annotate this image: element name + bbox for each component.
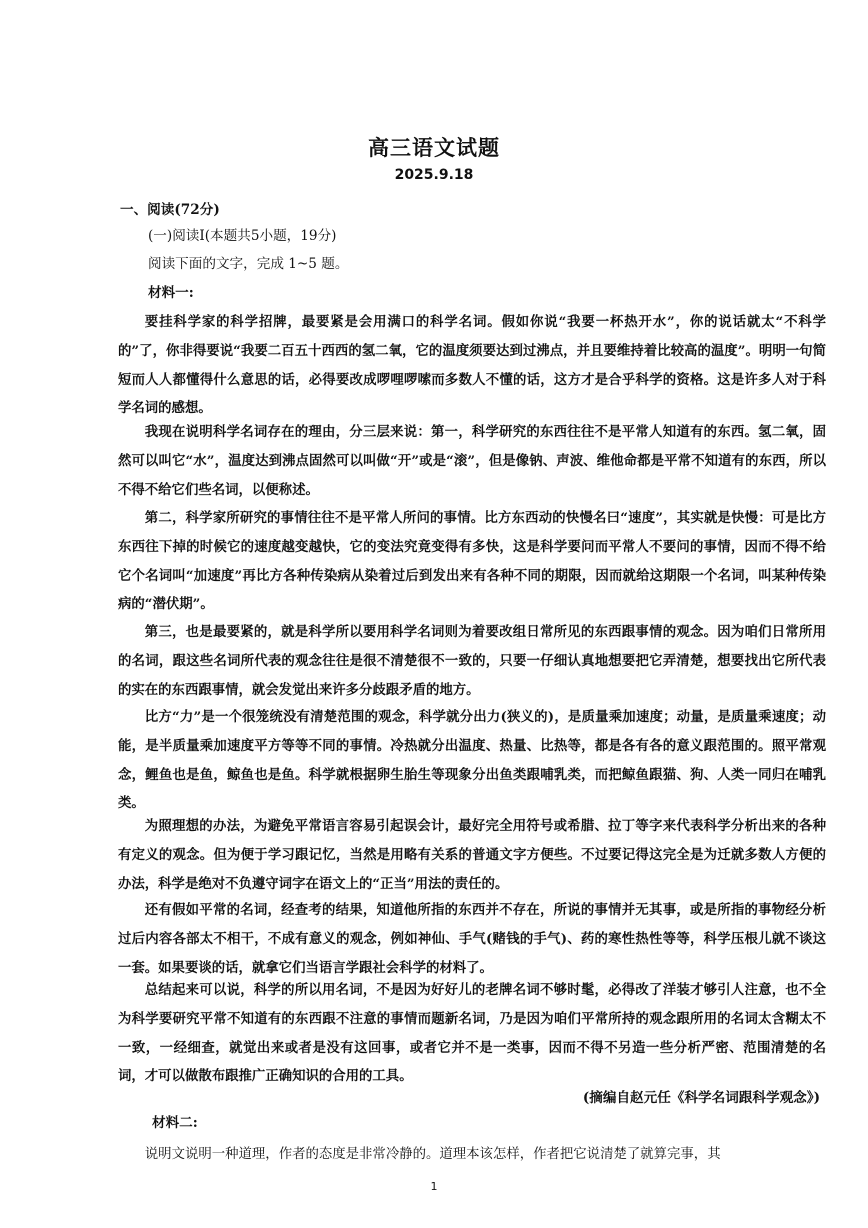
subsection-heading: (一)阅读Ⅰ(本题共5小题，19分): [148, 228, 337, 244]
material-two-label: 材料二:: [152, 1115, 198, 1131]
paragraph-2: 我现在说明科学名词存在的理由，分三层来说：第一，科学研究的东西往往不是平常人知道有的东西。氢二氧，固然可以叫它“水”，温度达到沸点固然可以叫做“开”或是“滚”，但是像钠、声波、维他命都是平常不知道有的东西，所以不得不给它们些名词，以便称述。: [118, 424, 826, 498]
paragraph-4: 第三，也是最要紧的，就是科学所以要用科学名词则为着要改组日常所见的东西跟事情的观念。因为咱们日常所用的名词，跟这些名词所代表的观念往往是很不清楚很不一致的，只要一仔细认真地想要把它弄清楚，想要找出它所代表的实在的东西跟事情，就会发觉出来许多分歧跟矛盾的地方。: [118, 624, 826, 698]
material-two-text: 说明文说明一种道理，作者的态度是非常冷静的。道理本该怎样，作者把它说清楚了就算完事，其: [144, 1147, 721, 1162]
source-citation: (摘编自赵元任《科学名词跟科学观念》): [582, 1090, 820, 1106]
paragraph-1: 要挂科学家的科学招牌，最要紧是会用满口的科学名词。假如你说“我要一杯热开水”，你的说话就太“不科学的”了，你非得要说“我要二百五十西西的氢二氧，它的温度须要达到过沸点，并且要维持着比较高的温度”。明明一句简短而人人都懂得什么意思的话，必得要改成啰哩啰嗦而多数人不懂的话，这方才是合乎科学的资格。这是许多人对于科学名词的感想。: [118, 314, 826, 417]
exam-date: 2025.9.18: [394, 167, 474, 183]
paragraph-8: 总结起来可以说，科学的所以用名词，不是因为好好儿的老牌名词不够时髦，必得改了洋装才够引人注意，也不全为科学要研究平常不知道有的东西跟不注意的事情而题新名词，乃是因为咱们平常所持的观念跟所用的名词太含糊太不一致，一经细查，就觉出来或者是没有这回事，或者它并不是一类事，因而不得不另造一些分析严密、范围清楚的名词，才可以做散布跟推广正确知识的合用的工具。: [118, 982, 826, 1085]
page-number: 1: [430, 1180, 438, 1193]
paragraph-3: 第二，科学家所研究的事情往往不是平常人所问的事情。比方东西动的快慢名曰“速度”，其实就是快慢：可是比方东西往下掉的时候它的速度越变越快，它的变法究竟变得有多快，这是科学要问而平常人不要问的事情，因而不得不给它个名词叫“加速度”再比方各种传染病从染着过后到发出来有各种不同的期限，因而就给这期限一个名词，叫某种传染病的“潜伏期”。: [118, 510, 826, 613]
section-heading: 一、阅读(72分): [120, 202, 220, 218]
material-one-label: 材料一:: [148, 285, 194, 301]
instruction-text: 阅读下面的文字，完成 1~5 题。: [148, 256, 349, 272]
paragraph-6: 为照理想的办法，为避免平常语言容易引起误会计，最好完全用符号或希腊、拉丁等字来代表科学分析出来的各种有定义的观念。但为便于学习跟记忆，当然是用略有关系的普通文字方便些。不过要记得这完全是为迁就多数人方便的办法，科学是绝对不负遵守词字在语文上的“正当”用法的责任的。: [118, 818, 826, 892]
page-title: 高三语文试题: [368, 135, 500, 160]
paragraph-7: 还有假如平常的名词，经查考的结果，知道他所指的东西并不存在，所说的事情并无其事，或是所指的事物经分析过后内容各部太不相干，不成有意义的观念，例如神仙、手气(赌钱的手气)、药的寒性热性等等，科学压根儿就不谈这一套。如果要谈的话，就拿它们当语言学跟社会科学的材料了。: [118, 902, 826, 976]
paragraph-5: 比方“力”是一个很笼统没有清楚范围的观念，科学就分出力(狭义的)，是质量乘加速度；动量，是质量乘速度；动能，是半质量乘加速度平方等等不同的事情。冷热就分出温度、热量、比热等，都是各有各的意义跟范围的。照平常观念，鲤鱼也是鱼，鲸鱼也是鱼。科学就根据卵生胎生等现象分出鱼类跟哺乳类，而把鲸鱼跟猫、狗、人类一同归在哺乳类。: [118, 709, 826, 812]
